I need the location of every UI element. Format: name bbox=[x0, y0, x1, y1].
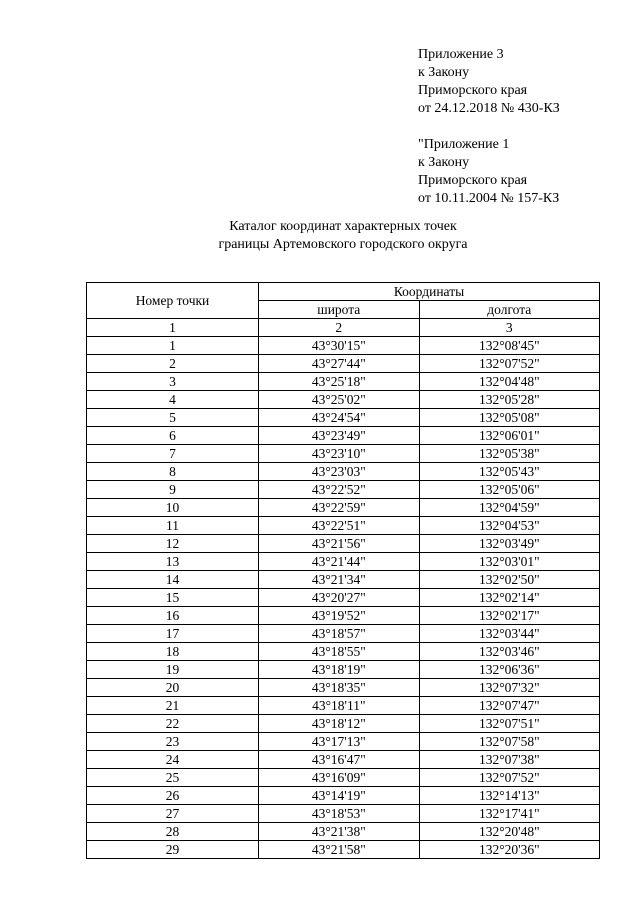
coordinates-table bbox=[86, 282, 600, 859]
latitude-cell: 43°18'19" bbox=[259, 661, 420, 679]
longitude-cell: 132°05'43" bbox=[419, 463, 599, 481]
point-number-cell: 27 bbox=[87, 805, 259, 823]
longitude-cell: 132°20'36" bbox=[419, 841, 599, 859]
point-number-cell: 29 bbox=[87, 841, 259, 859]
latitude-cell: 43°22'52" bbox=[259, 481, 420, 499]
longitude-cell: 132°05'28" bbox=[419, 391, 599, 409]
point-number-cell: 15 bbox=[87, 589, 259, 607]
latitude-cell: 43°19'52" bbox=[259, 607, 420, 625]
longitude-cell: 132°05'06" bbox=[419, 481, 599, 499]
point-number-cell: 14 bbox=[87, 571, 259, 589]
latitude-cell: 43°22'51" bbox=[259, 517, 420, 535]
table-row bbox=[87, 661, 600, 679]
latitude-cell: 43°21'38" bbox=[259, 823, 420, 841]
appendix-line: от 10.11.2004 № 157-КЗ bbox=[418, 191, 560, 206]
point-number-cell: 26 bbox=[87, 787, 259, 805]
table-row bbox=[87, 427, 600, 445]
latitude-cell: 43°21'58" bbox=[259, 841, 420, 859]
latitude-cell: 43°25'18" bbox=[259, 373, 420, 391]
table-row bbox=[87, 499, 600, 517]
point-number-cell: 16 bbox=[87, 607, 259, 625]
appendix-line: к Закону bbox=[418, 155, 470, 170]
title-line: границы Артемовского городского округа bbox=[218, 237, 468, 252]
point-number-cell: 1 bbox=[87, 337, 259, 355]
point-number-cell: 23 bbox=[87, 733, 259, 751]
longitude-cell: 132°07'51" bbox=[419, 715, 599, 733]
appendix-header bbox=[418, 46, 560, 208]
table-header-row bbox=[87, 283, 600, 301]
column-number: 1 bbox=[87, 319, 259, 337]
table-row bbox=[87, 373, 600, 391]
latitude-cell: 43°30'15" bbox=[259, 337, 420, 355]
appendix-line: от 24.12.2018 № 430-КЗ bbox=[418, 101, 560, 116]
table-row bbox=[87, 391, 600, 409]
longitude-cell: 132°03'49" bbox=[419, 535, 599, 553]
longitude-cell: 132°07'52" bbox=[419, 355, 599, 373]
latitude-cell: 43°18'12" bbox=[259, 715, 420, 733]
table-row bbox=[87, 589, 600, 607]
point-number-cell: 25 bbox=[87, 769, 259, 787]
point-number-cell: 22 bbox=[87, 715, 259, 733]
point-number-cell: 8 bbox=[87, 463, 259, 481]
latitude-cell: 43°24'54" bbox=[259, 409, 420, 427]
column-number: 3 bbox=[419, 319, 599, 337]
longitude-cell: 132°02'14" bbox=[419, 589, 599, 607]
point-number-cell: 28 bbox=[87, 823, 259, 841]
table-row bbox=[87, 571, 600, 589]
latitude-cell: 43°16'47" bbox=[259, 751, 420, 769]
latitude-cell: 43°16'09" bbox=[259, 769, 420, 787]
appendix-line: к Закону bbox=[418, 65, 470, 80]
point-number-cell: 24 bbox=[87, 751, 259, 769]
point-number-cell: 18 bbox=[87, 643, 259, 661]
table-row bbox=[87, 643, 600, 661]
longitude-cell: 132°17'41" bbox=[419, 805, 599, 823]
table-row bbox=[87, 553, 600, 571]
longitude-cell: 132°03'01" bbox=[419, 553, 599, 571]
point-number-cell: 17 bbox=[87, 625, 259, 643]
point-number-cell: 20 bbox=[87, 679, 259, 697]
table-row bbox=[87, 445, 600, 463]
column-number: 2 bbox=[259, 319, 420, 337]
latitude-cell: 43°20'27" bbox=[259, 589, 420, 607]
table-row bbox=[87, 787, 600, 805]
point-number-cell: 5 bbox=[87, 409, 259, 427]
header-longitude: долгота bbox=[419, 301, 599, 319]
appendix-line: "Приложение 1 bbox=[418, 137, 510, 152]
longitude-cell: 132°14'13" bbox=[419, 787, 599, 805]
latitude-cell: 43°18'53" bbox=[259, 805, 420, 823]
table-row bbox=[87, 841, 600, 859]
point-number-cell: 6 bbox=[87, 427, 259, 445]
latitude-cell: 43°18'11" bbox=[259, 697, 420, 715]
latitude-cell: 43°21'56" bbox=[259, 535, 420, 553]
table-row bbox=[87, 517, 600, 535]
point-number-cell: 9 bbox=[87, 481, 259, 499]
table-row bbox=[87, 805, 600, 823]
latitude-cell: 43°23'10" bbox=[259, 445, 420, 463]
appendix-line: Приморского края bbox=[418, 83, 528, 98]
table-row bbox=[87, 679, 600, 697]
longitude-cell: 132°08'45" bbox=[419, 337, 599, 355]
table-row bbox=[87, 337, 600, 355]
point-number-cell: 7 bbox=[87, 445, 259, 463]
latitude-cell: 43°18'57" bbox=[259, 625, 420, 643]
point-number-cell: 2 bbox=[87, 355, 259, 373]
latitude-cell: 43°23'49" bbox=[259, 427, 420, 445]
longitude-cell: 132°06'01" bbox=[419, 427, 599, 445]
appendix-line: Приложение 3 bbox=[418, 47, 504, 62]
point-number-cell: 11 bbox=[87, 517, 259, 535]
header-coordinates: Координаты bbox=[259, 283, 600, 301]
appendix-spacer bbox=[418, 118, 560, 136]
longitude-cell: 132°05'38" bbox=[419, 445, 599, 463]
table-row bbox=[87, 823, 600, 841]
point-number-cell: 19 bbox=[87, 661, 259, 679]
longitude-cell: 132°04'53" bbox=[419, 517, 599, 535]
column-number-row bbox=[87, 319, 600, 337]
header-point-number: Номер точки bbox=[87, 283, 259, 319]
longitude-cell: 132°07'52" bbox=[419, 769, 599, 787]
longitude-cell: 132°04'48" bbox=[419, 373, 599, 391]
table-row bbox=[87, 697, 600, 715]
title-line: Каталог координат характерных точек bbox=[229, 219, 457, 234]
latitude-cell: 43°22'59" bbox=[259, 499, 420, 517]
latitude-cell: 43°18'35" bbox=[259, 679, 420, 697]
latitude-cell: 43°21'34" bbox=[259, 571, 420, 589]
appendix-line: Приморского края bbox=[418, 173, 528, 188]
latitude-cell: 43°25'02" bbox=[259, 391, 420, 409]
point-number-cell: 3 bbox=[87, 373, 259, 391]
document-title bbox=[0, 218, 640, 254]
table-row bbox=[87, 625, 600, 643]
latitude-cell: 43°14'19" bbox=[259, 787, 420, 805]
longitude-cell: 132°07'47" bbox=[419, 697, 599, 715]
table-row bbox=[87, 751, 600, 769]
table-body bbox=[87, 337, 600, 859]
table-row bbox=[87, 733, 600, 751]
point-number-cell: 21 bbox=[87, 697, 259, 715]
latitude-cell: 43°21'44" bbox=[259, 553, 420, 571]
longitude-cell: 132°07'32" bbox=[419, 679, 599, 697]
longitude-cell: 132°07'58" bbox=[419, 733, 599, 751]
latitude-cell: 43°23'03" bbox=[259, 463, 420, 481]
longitude-cell: 132°07'38" bbox=[419, 751, 599, 769]
table-row bbox=[87, 607, 600, 625]
table-row bbox=[87, 715, 600, 733]
table-row bbox=[87, 355, 600, 373]
table-row bbox=[87, 769, 600, 787]
longitude-cell: 132°02'17" bbox=[419, 607, 599, 625]
longitude-cell: 132°03'46" bbox=[419, 643, 599, 661]
point-number-cell: 12 bbox=[87, 535, 259, 553]
point-number-cell: 13 bbox=[87, 553, 259, 571]
table-row bbox=[87, 535, 600, 553]
latitude-cell: 43°27'44" bbox=[259, 355, 420, 373]
latitude-cell: 43°17'13" bbox=[259, 733, 420, 751]
table-row bbox=[87, 463, 600, 481]
point-number-cell: 4 bbox=[87, 391, 259, 409]
table-row bbox=[87, 409, 600, 427]
longitude-cell: 132°04'59" bbox=[419, 499, 599, 517]
longitude-cell: 132°20'48" bbox=[419, 823, 599, 841]
table-row bbox=[87, 481, 600, 499]
longitude-cell: 132°03'44" bbox=[419, 625, 599, 643]
longitude-cell: 132°02'50" bbox=[419, 571, 599, 589]
longitude-cell: 132°05'08" bbox=[419, 409, 599, 427]
longitude-cell: 132°06'36" bbox=[419, 661, 599, 679]
latitude-cell: 43°18'55" bbox=[259, 643, 420, 661]
point-number-cell: 10 bbox=[87, 499, 259, 517]
header-latitude: широта bbox=[259, 301, 420, 319]
